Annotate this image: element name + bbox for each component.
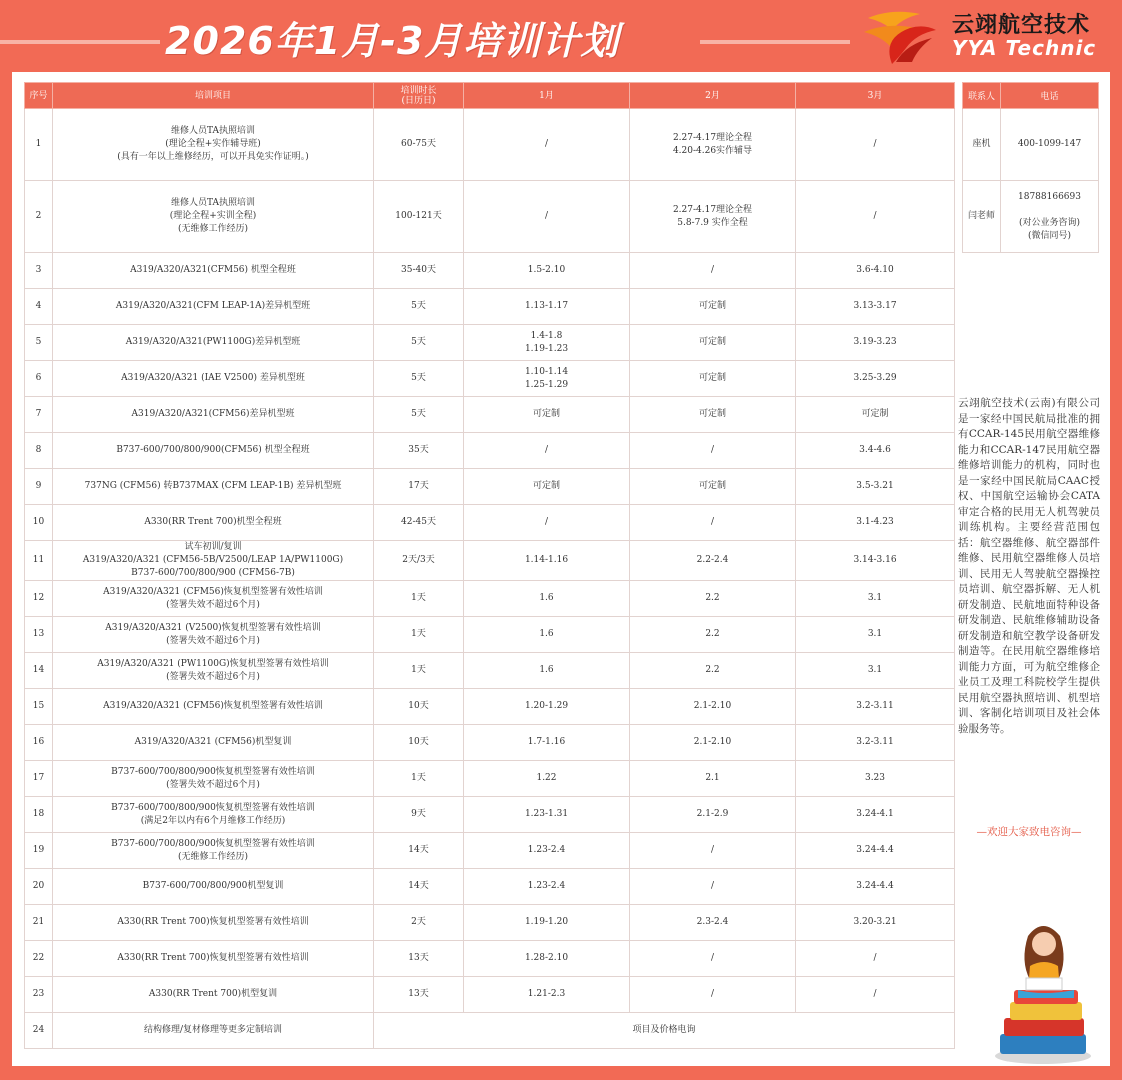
table-row bbox=[25, 833, 955, 869]
table-row bbox=[25, 325, 955, 361]
cell-jan: / bbox=[464, 181, 630, 253]
table-header-row bbox=[25, 83, 955, 109]
table-row bbox=[25, 977, 955, 1013]
contact-table bbox=[962, 82, 1099, 253]
cell-jan: / bbox=[464, 433, 630, 469]
cell-no: 20 bbox=[25, 869, 53, 905]
cell-course: A319/A320/A321(PW1100G)差异机型班 bbox=[53, 325, 374, 361]
title-decor-left bbox=[0, 40, 160, 44]
cell-no: 23 bbox=[25, 977, 53, 1013]
cell-course: A319/A320/A321 (CFM56)恢复机型签署有效性培训 (签署失效不超过6个月) bbox=[53, 581, 374, 617]
table-row bbox=[25, 689, 955, 725]
cell-mar: 3.2-3.11 bbox=[796, 689, 955, 725]
cell-jan: 1.6 bbox=[464, 653, 630, 689]
cell-course: 维修人员TA执照培训 (理论全程+实训全程) (无维修工作经历) bbox=[53, 181, 374, 253]
company-name-cn: 云翊航空技术 bbox=[952, 13, 1091, 38]
table-row bbox=[25, 797, 955, 833]
table-row bbox=[25, 725, 955, 761]
header-duration: 培训时长 (日历日) bbox=[374, 83, 464, 109]
cell-course: A330(RR Trent 700)机型全程班 bbox=[53, 505, 374, 541]
cell-duration: 5天 bbox=[374, 397, 464, 433]
cell-mar: 3.24-4.4 bbox=[796, 833, 955, 869]
cell-jan: / bbox=[464, 109, 630, 181]
cell-course: B737-600/700/800/900恢复机型签署有效性培训 (无维修工作经历) bbox=[53, 833, 374, 869]
training-plan-table bbox=[24, 82, 955, 1049]
company-logo-icon bbox=[862, 8, 942, 66]
table-row bbox=[25, 361, 955, 397]
cell-duration: 13天 bbox=[374, 977, 464, 1013]
cell-feb: / bbox=[630, 253, 796, 289]
cell-no: 1 bbox=[25, 109, 53, 181]
header-course: 培训项目 bbox=[53, 83, 374, 109]
cell-course: A319/A320/A321(CFM56) 机型全程班 bbox=[53, 253, 374, 289]
cell-jan: 1.6 bbox=[464, 617, 630, 653]
cell-course: 结构修理/复材修理等更多定制培训 bbox=[53, 1013, 374, 1049]
cell-feb: 2.1-2.9 bbox=[630, 797, 796, 833]
contact-phone: 400-1099-147 bbox=[1001, 109, 1099, 181]
cell-jan: 1.7-1.16 bbox=[464, 725, 630, 761]
cell-jan: 1.21-2.3 bbox=[464, 977, 630, 1013]
header-feb: 2月 bbox=[630, 83, 796, 109]
cell-jan: 1.23-2.4 bbox=[464, 869, 630, 905]
cell-feb: / bbox=[630, 941, 796, 977]
contact-header-person: 联系人 bbox=[963, 83, 1001, 109]
cell-jan: 可定制 bbox=[464, 397, 630, 433]
table-row bbox=[25, 541, 955, 581]
cell-no: 5 bbox=[25, 325, 53, 361]
cell-course: 737NG (CFM56) 转B737MAX (CFM LEAP-1B) 差异机型班 bbox=[53, 469, 374, 505]
cell-feb: 可定制 bbox=[630, 469, 796, 505]
cell-course: A330(RR Trent 700)机型复训 bbox=[53, 977, 374, 1013]
cell-mar: / bbox=[796, 977, 955, 1013]
cell-mar: 3.1-4.23 bbox=[796, 505, 955, 541]
cell-no: 3 bbox=[25, 253, 53, 289]
table-row bbox=[25, 505, 955, 541]
cell-course: B737-600/700/800/900恢复机型签署有效性培训 (签署失效不超过6个月) bbox=[53, 761, 374, 797]
cell-mar: 3.14-3.16 bbox=[796, 541, 955, 581]
cell-mar: 3.1 bbox=[796, 581, 955, 617]
table-row bbox=[25, 109, 955, 181]
table-row bbox=[25, 253, 955, 289]
cell-no: 12 bbox=[25, 581, 53, 617]
cell-no: 18 bbox=[25, 797, 53, 833]
cell-no: 22 bbox=[25, 941, 53, 977]
reading-girl-illustration-icon bbox=[988, 906, 1098, 1066]
cell-course: A319/A320/A321 (CFM56)恢复机型签署有效性培训 bbox=[53, 689, 374, 725]
cell-no: 10 bbox=[25, 505, 53, 541]
cell-course: A330(RR Trent 700)恢复机型签署有效性培训 bbox=[53, 905, 374, 941]
cell-feb: / bbox=[630, 869, 796, 905]
company-name-en: YYA Technic bbox=[952, 36, 1097, 60]
cell-mar: 3.1 bbox=[796, 653, 955, 689]
page-header bbox=[0, 0, 1122, 72]
cell-merged: 项目及价格电询 bbox=[374, 1013, 955, 1049]
welcome-note: —欢迎大家致电咨询— bbox=[976, 826, 1082, 838]
cell-mar: 3.24-4.1 bbox=[796, 797, 955, 833]
cell-duration: 2天/3天 bbox=[374, 541, 464, 581]
cell-duration: 14天 bbox=[374, 869, 464, 905]
table-row bbox=[25, 469, 955, 505]
cell-jan: 1.14-1.16 bbox=[464, 541, 630, 581]
table-row bbox=[25, 941, 955, 977]
cell-feb: 2.2-2.4 bbox=[630, 541, 796, 581]
cell-course: A319/A320/A321 (CFM56)机型复训 bbox=[53, 725, 374, 761]
cell-no: 13 bbox=[25, 617, 53, 653]
cell-no: 15 bbox=[25, 689, 53, 725]
cell-mar: 3.20-3.21 bbox=[796, 905, 955, 941]
cell-duration: 1天 bbox=[374, 617, 464, 653]
cell-feb: 2.2 bbox=[630, 581, 796, 617]
cell-jan: 1.20-1.29 bbox=[464, 689, 630, 725]
cell-course: A319/A320/A321(CFM LEAP-1A)差异机型班 bbox=[53, 289, 374, 325]
cell-no: 9 bbox=[25, 469, 53, 505]
cell-jan: 可定制 bbox=[464, 469, 630, 505]
cell-mar: 3.24-4.4 bbox=[796, 869, 955, 905]
cell-jan: 1.4-1.8 1.19-1.23 bbox=[464, 325, 630, 361]
cell-feb: 可定制 bbox=[630, 361, 796, 397]
cell-feb: / bbox=[630, 505, 796, 541]
header-jan: 1月 bbox=[464, 83, 630, 109]
cell-no: 19 bbox=[25, 833, 53, 869]
table-row bbox=[25, 869, 955, 905]
cell-mar: / bbox=[796, 109, 955, 181]
company-description: 云翊航空技术(云南)有限公司是一家经中国民航局批准的拥有CCAR-145民用航空器维修能力和CCAR-147民用航空器维修培训能力的机构，同时也是一家经中国民航局CAAC授权、中国航空运输协会CATA审定合格的民用无人机驾驶员训练机构。主要经营范围包括：航空器维修、航空器部件维修、民用航空器维修人员培训、民用无人驾驶航空器操控员培训、航空器拆解、无人机研发制造、民航地面特种设备研发制造、民航维修辅助设备研发制造和航空教学设备研发制造等。在民用航空器维修培训能力方面，可为航空维修企业员工及理工科院校学生提供民用航空器执照培训、机型培训、客制化培训项目及社会体验服务等。 bbox=[958, 397, 1100, 735]
cell-no: 2 bbox=[25, 181, 53, 253]
table-row bbox=[25, 653, 955, 689]
cell-mar: 3.1 bbox=[796, 617, 955, 653]
cell-jan: 1.19-1.20 bbox=[464, 905, 630, 941]
header-no: 序号 bbox=[25, 83, 53, 109]
cell-mar: 3.6-4.10 bbox=[796, 253, 955, 289]
cell-course: A319/A320/A321 (V2500)恢复机型签署有效性培训 (签署失效不超过6个月) bbox=[53, 617, 374, 653]
cell-jan: 1.6 bbox=[464, 581, 630, 617]
cell-duration: 10天 bbox=[374, 725, 464, 761]
cell-mar: / bbox=[796, 941, 955, 977]
cell-jan: 1.28-2.10 bbox=[464, 941, 630, 977]
table-row bbox=[25, 397, 955, 433]
cell-no: 16 bbox=[25, 725, 53, 761]
cell-course: B737-600/700/800/900(CFM56) 机型全程班 bbox=[53, 433, 374, 469]
cell-duration: 100-121天 bbox=[374, 181, 464, 253]
cell-duration: 35天 bbox=[374, 433, 464, 469]
cell-jan: 1.23-2.4 bbox=[464, 833, 630, 869]
cell-duration: 60-75天 bbox=[374, 109, 464, 181]
cell-mar: 3.23 bbox=[796, 761, 955, 797]
cell-jan: 1.23-1.31 bbox=[464, 797, 630, 833]
cell-jan: 1.13-1.17 bbox=[464, 289, 630, 325]
title-decor-right bbox=[700, 40, 850, 44]
cell-feb: 2.1-2.10 bbox=[630, 725, 796, 761]
table-row bbox=[25, 1013, 955, 1049]
cell-duration: 42-45天 bbox=[374, 505, 464, 541]
cell-no: 11 bbox=[25, 541, 53, 581]
cell-jan: 1.22 bbox=[464, 761, 630, 797]
contact-header-phone: 电话 bbox=[1001, 83, 1099, 109]
cell-duration: 5天 bbox=[374, 361, 464, 397]
cell-no: 24 bbox=[25, 1013, 53, 1049]
cell-course: A319/A320/A321 (IAE V2500) 差异机型班 bbox=[53, 361, 374, 397]
cell-duration: 1天 bbox=[374, 761, 464, 797]
table-row bbox=[25, 433, 955, 469]
cell-course: B737-600/700/800/900恢复机型签署有效性培训 (满足2年以内有6个月维修工作经历) bbox=[53, 797, 374, 833]
cell-duration: 1天 bbox=[374, 653, 464, 689]
cell-duration: 14天 bbox=[374, 833, 464, 869]
cell-course: B737-600/700/800/900机型复训 bbox=[53, 869, 374, 905]
cell-jan: 1.10-1.14 1.25-1.29 bbox=[464, 361, 630, 397]
cell-feb: 可定制 bbox=[630, 325, 796, 361]
cell-jan: 1.5-2.10 bbox=[464, 253, 630, 289]
cell-feb: / bbox=[630, 833, 796, 869]
cell-no: 4 bbox=[25, 289, 53, 325]
cell-feb: 2.2 bbox=[630, 617, 796, 653]
table-row bbox=[25, 761, 955, 797]
cell-feb: 可定制 bbox=[630, 289, 796, 325]
cell-feb: 2.3-2.4 bbox=[630, 905, 796, 941]
cell-no: 21 bbox=[25, 905, 53, 941]
cell-duration: 5天 bbox=[374, 289, 464, 325]
cell-feb: 2.1 bbox=[630, 761, 796, 797]
cell-feb: / bbox=[630, 433, 796, 469]
cell-duration: 17天 bbox=[374, 469, 464, 505]
cell-course: 试车初训/复训 A319/A320/A321 (CFM56-5B/V2500/LEAP 1A/PW1100G) B737-600/700/800/900 (CFM56-7B) bbox=[53, 541, 374, 581]
cell-mar: 可定制 bbox=[796, 397, 955, 433]
cell-feb: 2.27-4.17理论全程 5.8-7.9 实作全程 bbox=[630, 181, 796, 253]
cell-course: 维修人员TA执照培训 (理论全程+实作辅导班) (具有一年以上维修经历，可以开具免实作证明。) bbox=[53, 109, 374, 181]
contact-person: 座机 bbox=[963, 109, 1001, 181]
table-row bbox=[25, 617, 955, 653]
cell-feb: 2.2 bbox=[630, 653, 796, 689]
table-row bbox=[25, 181, 955, 253]
cell-duration: 13天 bbox=[374, 941, 464, 977]
cell-no: 7 bbox=[25, 397, 53, 433]
cell-no: 6 bbox=[25, 361, 53, 397]
cell-feb: 2.1-2.10 bbox=[630, 689, 796, 725]
cell-duration: 5天 bbox=[374, 325, 464, 361]
cell-mar: 3.5-3.21 bbox=[796, 469, 955, 505]
cell-no: 17 bbox=[25, 761, 53, 797]
cell-mar: 3.4-4.6 bbox=[796, 433, 955, 469]
cell-mar: / bbox=[796, 181, 955, 253]
cell-no: 14 bbox=[25, 653, 53, 689]
table-row bbox=[25, 581, 955, 617]
contact-phone: 18788166693 (对公业务咨询) (微信同号) bbox=[1001, 181, 1099, 253]
table-row bbox=[25, 905, 955, 941]
page-title: 2026年1月-3月培训计划 bbox=[165, 19, 620, 63]
cell-feb: 2.27-4.17理论全程 4.20-4.26实作辅导 bbox=[630, 109, 796, 181]
cell-jan: / bbox=[464, 505, 630, 541]
table-row bbox=[25, 289, 955, 325]
cell-feb: / bbox=[630, 977, 796, 1013]
cell-mar: 3.13-3.17 bbox=[796, 289, 955, 325]
contact-person: 闫老师 bbox=[963, 181, 1001, 253]
cell-mar: 3.2-3.11 bbox=[796, 725, 955, 761]
cell-duration: 35-40天 bbox=[374, 253, 464, 289]
cell-no: 8 bbox=[25, 433, 53, 469]
cell-course: A330(RR Trent 700)恢复机型签署有效性培训 bbox=[53, 941, 374, 977]
header-mar: 3月 bbox=[796, 83, 955, 109]
cell-mar: 3.25-3.29 bbox=[796, 361, 955, 397]
cell-duration: 2天 bbox=[374, 905, 464, 941]
cell-feb: 可定制 bbox=[630, 397, 796, 433]
cell-duration: 10天 bbox=[374, 689, 464, 725]
cell-course: A319/A320/A321(CFM56)差异机型班 bbox=[53, 397, 374, 433]
cell-mar: 3.19-3.23 bbox=[796, 325, 955, 361]
cell-course: A319/A320/A321 (PW1100G)恢复机型签署有效性培训 (签署失效不超过6个月) bbox=[53, 653, 374, 689]
cell-duration: 1天 bbox=[374, 581, 464, 617]
cell-duration: 9天 bbox=[374, 797, 464, 833]
